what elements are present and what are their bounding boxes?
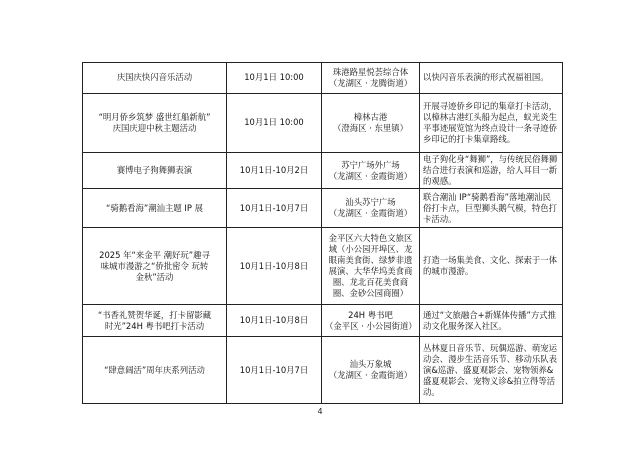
event-time-cell <box>227 189 322 228</box>
cell-text-line: 10月1日-10月7日 <box>239 202 309 213</box>
event-time-cell <box>227 337 322 404</box>
event-location-cell <box>322 94 420 153</box>
cell-text-line: 庆国庆快闪音乐活动 <box>116 72 193 83</box>
event-description-cell <box>420 228 563 305</box>
table-row <box>83 94 563 153</box>
table-row <box>83 153 563 189</box>
event-name-cell <box>83 305 227 337</box>
cell-text-line: 开展寻迹侨乡印记的集章打卡活动，以樟林古港红头船为起点，蚁光炎生平事迹展览馆为终点设计一条寻迹侨乡印记的打卡集章路线。 <box>423 100 557 145</box>
cell-text-line: “骑鹅看海”潮汕主题 IP 展 <box>106 202 203 213</box>
cell-text-line: 10月1日 10:00 <box>244 117 304 128</box>
event-name-cell <box>83 153 227 189</box>
event-time-cell <box>227 153 322 189</box>
events-table-body <box>83 63 563 404</box>
page-number: 4 <box>317 407 323 416</box>
cell-text-line: 金平区六大特色文旅区域（小公园开埠区、龙眼南美食街、绿梦非遗展演、大华华坞美食商圈、龙北百花美食商圈、金砂公园商圈） <box>328 233 413 299</box>
cell-text-line: 汕头万象城 <box>349 359 392 370</box>
table-row <box>83 189 563 228</box>
event-name-cell <box>83 228 227 305</box>
cell-text-line: 金秋”活动 <box>135 271 174 282</box>
event-time-cell <box>227 63 322 94</box>
event-description-cell <box>420 337 563 404</box>
event-location-cell <box>322 228 420 305</box>
event-name-cell <box>83 189 227 228</box>
event-time-cell <box>227 305 322 337</box>
table-row <box>83 337 563 404</box>
cell-text-line: 10月1日-10月8日 <box>239 315 309 326</box>
cell-text-line: 10月1日-10月7日 <box>239 364 309 375</box>
cell-text-line: 樟林古港 <box>353 111 388 122</box>
cell-text-line: 通过“文旅融合+新媒体传播”方式推动文化服务深入社区。 <box>423 309 556 331</box>
cell-text-line: 24H 粤书吧 <box>348 309 393 320</box>
cell-text-line: 汕头苏宁广场 <box>345 197 396 208</box>
event-description-cell <box>420 189 563 228</box>
cell-text-line: （龙湖区 · 龙腾街道） <box>328 78 413 88</box>
cell-text-line: 庆国庆迎中秋主题活动 <box>112 123 197 133</box>
table-row <box>83 63 563 94</box>
cell-text-line: 打造一场集美食、文化、探索于一体的城市漫游。 <box>423 255 557 277</box>
cell-text-line: 以快闪音乐表演的形式祝福祖国。 <box>423 72 549 83</box>
cell-text-line: “肆意阔活”周年庆系列活动 <box>104 364 205 375</box>
cell-text-line: 珠港路星悦荟综合体 <box>332 66 409 77</box>
cell-text-line: （澄海区 · 东里镇） <box>333 123 408 133</box>
cell-text-line: 10月1日-10月8日 <box>239 260 309 271</box>
cell-text-line: 联合潮汕 IP“骑鹅看海”落地潮汕民俗打卡点，巨型狮头鹅气模，特色打卡活动。 <box>423 191 557 224</box>
event-name-cell <box>83 337 227 404</box>
event-description-cell <box>420 63 563 94</box>
cell-text-line: 丛林夏日音乐节、玩偶巡游、萌宠运动会、漫步生活音乐节、移动乐队表演&巡游、盛夏观影会、宠物领养&盛夏观影会、宠物义诊&拍立得等活动。 <box>423 342 557 397</box>
event-location-cell <box>322 153 420 189</box>
cell-text-line: （龙湖区 · 金霞街道） <box>328 370 413 381</box>
cell-text-line: （金平区 · 小公园街道） <box>325 320 417 331</box>
cell-text-line: 赛博电子狗舞狮表演 <box>116 165 193 176</box>
events-table <box>82 62 563 404</box>
cell-text-line: “书香礼赞贺华诞，打卡留影藏 <box>97 309 212 320</box>
cell-text-line: 2025 年“来金平 潮好玩”趣寻 <box>99 249 210 260</box>
cell-text-line: （龙湖区 · 金霞街道） <box>328 208 413 219</box>
cell-text-line: 时光”24H 粤书吧打卡活动 <box>104 320 205 331</box>
cell-text-line: 味城市漫游之“侨批密令 玩转 <box>100 260 209 271</box>
cell-text-line: 电子狗化身“舞狮”，与传统民俗舞狮结合进行表演和巡游，给人耳目一新的观感。 <box>423 154 558 187</box>
cell-text-line: 10月1日 10:00 <box>244 72 304 83</box>
table-row <box>83 228 563 305</box>
event-name-cell <box>83 63 227 94</box>
cell-text-line: “明月侨乡筑梦 盛世红船新航” <box>98 111 211 122</box>
event-time-cell <box>227 228 322 305</box>
event-description-cell <box>420 153 563 189</box>
event-time-cell <box>227 94 322 153</box>
event-description-cell <box>420 94 563 153</box>
table-row <box>83 305 563 337</box>
event-location-cell <box>322 189 420 228</box>
cell-text-line: （龙湖区 · 金霞街道） <box>328 170 413 181</box>
cell-text-line: 苏宁广场外广场 <box>341 159 400 170</box>
event-location-cell <box>322 305 420 337</box>
event-location-cell <box>322 337 420 404</box>
event-name-cell <box>83 94 227 153</box>
event-location-cell <box>322 63 420 94</box>
cell-text-line: 10月1日-10月2日 <box>239 165 309 176</box>
event-description-cell <box>420 305 563 337</box>
